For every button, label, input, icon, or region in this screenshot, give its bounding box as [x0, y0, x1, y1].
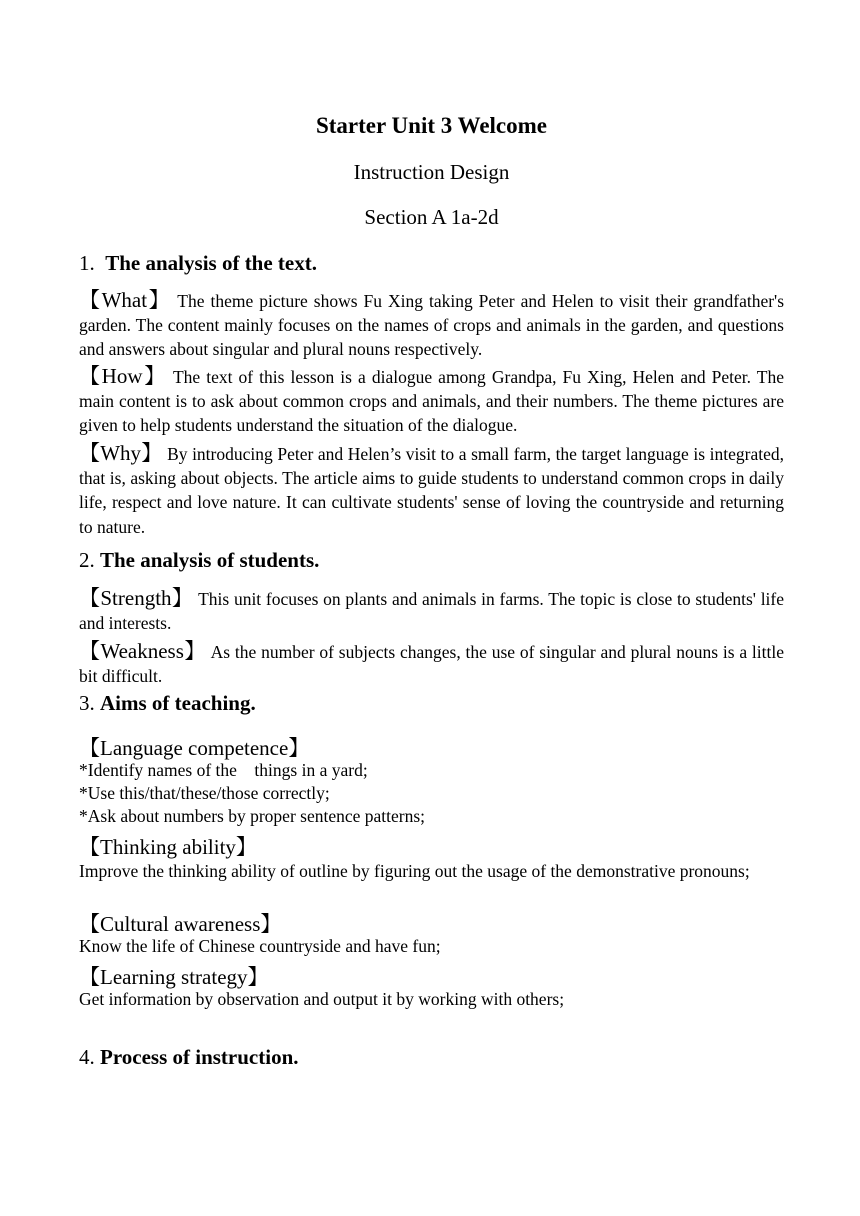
section-4-number: 4. — [79, 1045, 95, 1069]
language-competence-heading: 【Language competence】 — [79, 736, 310, 760]
weakness-text: As the number of subjects changes, the use of singular and plural nouns is a little bit difficult. — [79, 642, 785, 687]
document-subtitle: Instruction Design — [353, 160, 510, 184]
aim-item: *Use this/that/these/those correctly; — [79, 783, 330, 803]
what-paragraph — [79, 288, 784, 362]
strength-text: This unit focuses on plants and animals in farms. The topic is close to students' life and interests. — [79, 589, 785, 634]
strength-tag: 【Strength】 — [79, 586, 194, 610]
why-tag: 【Why】 — [79, 441, 163, 465]
weakness-tag: 【Weakness】 — [79, 639, 206, 663]
section-4-heading — [79, 1045, 299, 1070]
what-tag: 【What】 — [79, 288, 172, 312]
section-1-title: The analysis of the text. — [105, 251, 317, 275]
section-2-title: The analysis of students. — [100, 548, 320, 572]
why-text: By introducing Peter and Helen’s visit to a small farm, the target language is integrated, that is, asking about objects. The article aims to guide students to understand common crops in daily life, respect and love nature. It can cultivate students' sense of loving the countryside and returning to nature. — [79, 444, 785, 537]
section-1-number: 1. — [79, 251, 95, 275]
learning-strategy-text: Get information by observation and output it by working with others; — [79, 989, 565, 1009]
aim-item: *Identify names of the things in a yard; — [79, 760, 368, 780]
cultural-awareness-text: Know the life of Chinese countryside and have fun; — [79, 936, 441, 956]
section-2-number: 2. — [79, 548, 95, 572]
document-title: Starter Unit 3 Welcome — [315, 113, 547, 138]
section-2-heading — [79, 548, 319, 573]
section-label: Section A 1a-2d — [364, 205, 499, 229]
what-text: The theme picture shows Fu Xing taking Peter and Helen to visit their grandfather's garden. The content mainly focuses on the names of crops and animals in the garden, and questions and answers about singular and plural nouns respectively. — [79, 291, 785, 360]
section-3-title: Aims of teaching. — [100, 691, 256, 715]
section-1-heading — [79, 251, 317, 276]
how-paragraph — [79, 364, 784, 438]
how-text: The text of this lesson is a dialogue among Grandpa, Fu Xing, Helen and Peter. The main content is to ask about common crops and animals, and their numbers. The theme pictures are given to help students understand the situation of the dialogue. — [79, 367, 784, 436]
aim-item: *Ask about numbers by proper sentence patterns; — [79, 806, 426, 826]
how-tag: 【How】 — [79, 364, 167, 388]
thinking-ability-heading: 【Thinking ability】 — [79, 835, 257, 859]
why-paragraph — [79, 441, 784, 539]
weakness-paragraph — [79, 639, 784, 688]
cultural-awareness-heading: 【Cultural awareness】 — [79, 912, 282, 936]
section-3-number: 3. — [79, 691, 95, 715]
thinking-ability-text: Improve the thinking ability of outline by figuring out the usage of the demonstrative pronouns; — [79, 861, 750, 881]
learning-strategy-heading: 【Learning strategy】 — [79, 965, 269, 989]
section-4-title: Process of instruction. — [100, 1045, 299, 1069]
strength-paragraph — [79, 586, 784, 635]
section-3-heading — [79, 691, 256, 716]
